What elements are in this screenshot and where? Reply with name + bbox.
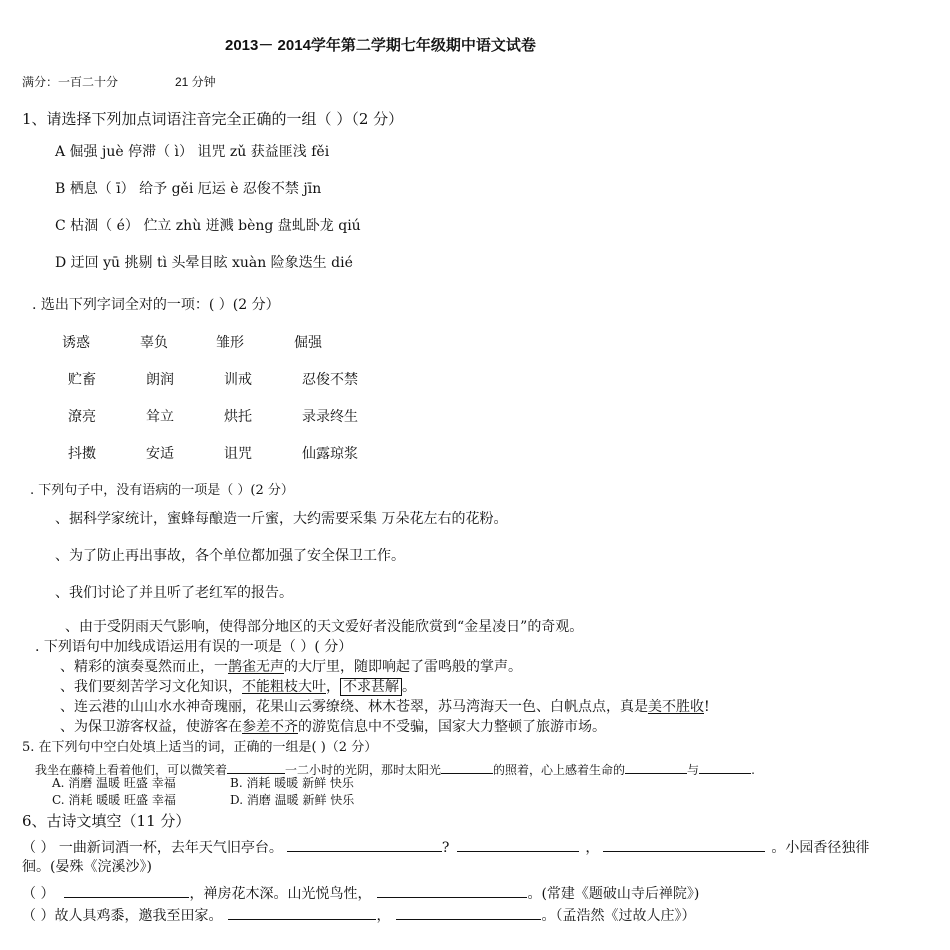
q4-option-2-text: 。 — [402, 679, 416, 695]
q1-option-a: A 倔强 juè 停滞（ ì） 诅咒 zǔ 获益匪浅 fěi — [55, 144, 330, 160]
q2-word: 仙露琼浆 — [302, 446, 358, 462]
q6-line-2: 徊。(晏殊《浣溪沙》) — [22, 859, 152, 875]
q5-sentence-text: 我坐在藤椅上看着他们，可以微笑着 — [35, 763, 228, 777]
q6-line-text: （ ） — [22, 886, 55, 902]
q2-word: 贮畜 — [68, 372, 96, 388]
q4-underlined-idiom: 鹊雀无声 — [228, 659, 284, 675]
q1-option-c: C 枯涸（ é） 伫立 zhù 迸溅 bèng 盘虬卧龙 qiú — [55, 218, 361, 234]
q2-word: 抖擞 — [68, 446, 96, 462]
q1-option-b: B 栖息（ ī） 给予 gěi 厄运 è 忍俊不禁 jīn — [55, 181, 322, 197]
q3-option-1: 、据科学家统计，蜜蜂每酿造一斤蜜，大约需要采集 万朵花左右的花粉。 — [55, 511, 508, 527]
q2-word: 潦亮 — [68, 409, 96, 425]
q5-sentence-text: 一二小时的光阴，那时太阳光 — [285, 763, 442, 777]
q4-option-1-text: 的大厅里，随即响起了雷鸣般的掌声。 — [284, 659, 522, 675]
exam-score-label: 满分：一百二十分 — [22, 75, 119, 89]
q5-option-b: B. 消耗 暖暖 新鲜 快乐 — [230, 776, 354, 790]
q2-word: 忍俊不禁 — [302, 372, 358, 388]
q4-option-3-text: ! — [704, 699, 710, 715]
q6-blank[interactable] — [228, 906, 376, 920]
q4-underlined-idiom: 不能粗枝大叶 — [242, 679, 326, 695]
q6-line-text: （ ） 一曲新词酒一杯，去年天气旧亭台。 — [22, 840, 283, 856]
q4-option-4-text: 、为保卫游客权益，使游客在 — [60, 719, 242, 735]
q5-stem: 5. 在下列句中空白处填上适当的词，正确的一组是( )（2 分） — [22, 740, 378, 755]
q1-option-d: D 迂回 yū 挑剔 tì 头晕目眩 xuàn 险象迭生 dié — [55, 255, 353, 271]
q2-word: 诱惑 — [62, 335, 90, 351]
q2-word: 训戒 — [224, 372, 252, 388]
q6-line-text: 。(常建《题破山寺后禅院》) — [527, 886, 700, 902]
q2-word: 安适 — [146, 446, 174, 462]
q6-line-3 — [22, 884, 699, 901]
q6-blank[interactable] — [396, 906, 541, 920]
q6-line-text: ? — [441, 840, 450, 856]
q3-option-4: 、由于受阴雨天气影响，使得部分地区的天文爱好者没能欣赏到“金星凌日”的奇观。 — [65, 619, 584, 635]
q5-option-c: C. 消耗 暖暖 旺盛 幸福 — [52, 793, 176, 807]
q6-blank[interactable] — [287, 838, 442, 852]
q2-stem: . 选出下列字词全对的一项：( ）(2 分） — [32, 297, 280, 313]
q2-word: 诅咒 — [224, 446, 252, 462]
q6-line-4 — [22, 906, 695, 923]
q6-line-1 — [22, 838, 869, 855]
q3-option-3: 、我们讨论了并且听了老红军的报告。 — [55, 585, 293, 601]
q6-line-text: ，禅房花木深。山光悦鸟性， — [189, 886, 372, 902]
q5-blank[interactable] — [699, 760, 751, 774]
q4-option-1 — [60, 660, 522, 674]
q4-option-4 — [60, 720, 606, 734]
q5-option-d: D. 消磨 温暖 新鲜 快乐 — [230, 793, 355, 807]
q6-line-text: ， — [376, 908, 391, 924]
q3-stem: . 下列句子中，没有语病的一项是（ ）(2 分） — [30, 483, 294, 498]
q6-line-text: 。（孟浩然《过故人庄》） — [541, 908, 696, 924]
q4-option-4-text: 的游览信息中不受骗，国家大力整顿了旅游市场。 — [298, 719, 606, 735]
q6-blank[interactable] — [377, 884, 527, 898]
q4-option-1-text: 、精彩的演奏戛然而止，一 — [60, 659, 228, 675]
q6-line-text: （ ）故人具鸡黍，邀我至田家。 — [22, 908, 223, 924]
q2-word: 辜负 — [140, 335, 168, 351]
q5-sentence-text: 的照着，心上感着生命的 — [493, 763, 626, 777]
q6-line-text: 。小园香径独徘 — [771, 840, 870, 856]
q6-stem: 6、古诗文填空（11 分） — [22, 812, 191, 830]
q6-line-text: ， — [585, 840, 600, 856]
q2-word: 雏形 — [216, 335, 244, 351]
q2-word: 烘托 — [224, 409, 252, 425]
q2-word: 倔强 — [294, 335, 322, 351]
q2-word: 耸立 — [146, 409, 174, 425]
q2-word: 朗润 — [146, 372, 174, 388]
q5-sentence-text: 与 — [687, 763, 700, 777]
q3-option-2: 、为了防止再出事故，各个单位都加强了安全保卫工作。 — [55, 548, 405, 564]
q4-underlined-idiom: 美不胜收 — [648, 699, 704, 715]
q6-blank[interactable] — [64, 884, 189, 898]
q5-blank[interactable] — [227, 760, 285, 774]
q5-sentence — [35, 760, 755, 776]
q1-stem: 1、请选择下列加点词语注音完全正确的一组（ ）（2 分） — [22, 110, 404, 128]
page-title: 2013－ 2014学年第二学期七年级期中语文试卷 — [225, 37, 536, 54]
q5-blank[interactable] — [625, 760, 687, 774]
q5-option-a: A. 消磨 温暖 旺盛 幸福 — [52, 776, 176, 790]
q6-blank[interactable] — [603, 838, 765, 852]
q4-option-3-text: 、连云港的山山水水神奇瑰丽，花果山云雾缭绕、林木苍翠，苏马湾海天一色、白帆点点，真是 — [60, 699, 648, 715]
q4-option-2-text: 、我们要刻苦学习文化知识， — [60, 679, 242, 695]
q4-option-3 — [60, 700, 710, 714]
q4-stem: . 下列语句中加线成语运用有误的一项是（ ）( 分） — [35, 639, 353, 655]
q5-sentence-text: . — [751, 763, 755, 777]
q4-underlined-idiom: 不求甚解 — [340, 678, 402, 696]
q6-blank[interactable] — [457, 838, 579, 852]
q2-word: 录录终生 — [302, 409, 358, 425]
q5-blank[interactable] — [441, 760, 493, 774]
q4-option-2-text: ， — [326, 679, 340, 695]
exam-time-label: 21 分钟 — [175, 75, 216, 89]
q4-underlined-idiom: 参差不齐 — [242, 719, 298, 735]
q4-option-2 — [60, 680, 416, 694]
